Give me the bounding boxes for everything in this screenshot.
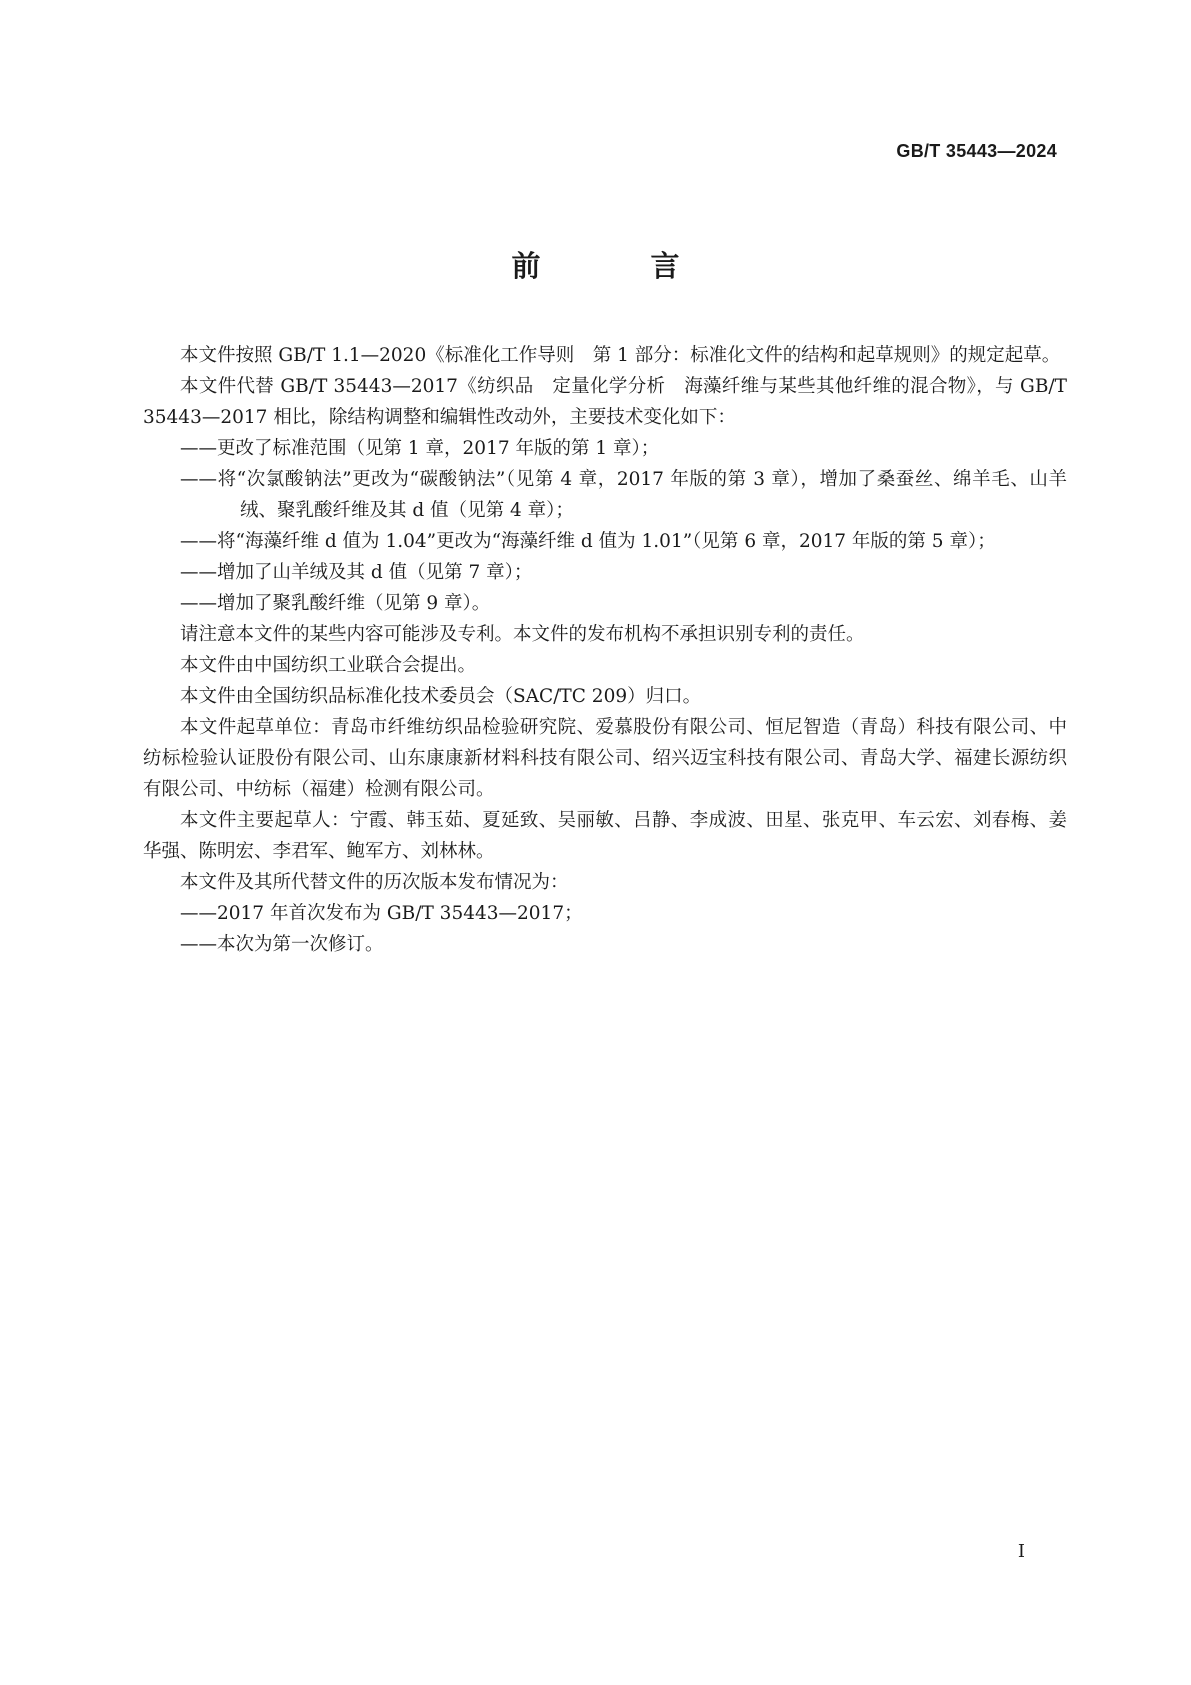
paragraph-replacement: 本文件代替 GB/T 35443—2017《纺织品 定量化学分析 海藻纤维与某些其他纤维的混合物》，与 GB/T 35443—2017 相比，除结构调整和编辑性改动外，主要技术变化如下： — [143, 376, 1067, 428]
paragraph-proposer: 本文件由中国纺织工业联合会提出。 — [180, 655, 477, 676]
change-item: ——更改了标准范围（见第 1 章，2017 年版的第 1 章）； — [180, 438, 660, 459]
change-item: ——增加了山羊绒及其 d 值（见第 7 章）； — [180, 562, 533, 583]
page-number: I — [1017, 1541, 1025, 1562]
change-item: ——将“海藻纤维 d 值为 1.04”更改为“海藻纤维 d 值为 1.01”（见第 6 章，2017 年版的第 5 章）； — [180, 531, 996, 552]
paragraph-drafters: 本文件主要起草人：宁霞、韩玉茹、夏延致、吴丽敏、吕静、李成波、田星、张克甲、车云宏、刘春梅、姜华强、陈明宏、李君军、鲍军方、刘林林。 — [143, 810, 1067, 862]
history-item: ——本次为第一次修订。 — [180, 934, 384, 955]
paragraph-centralized: 本文件由全国纺织品标准化技术委员会（SAC/TC 209）归口。 — [180, 686, 702, 707]
foreword-body — [143, 340, 1067, 960]
standard-number: GB/T 35443—2024 — [896, 141, 1057, 161]
page-title: 前 言 — [511, 249, 730, 283]
change-item: ——将“次氯酸钠法”更改为“碳酸钠法”（见第 4 章，2017 年版的第 3 章），增加了桑蚕丝、绵羊毛、山羊绒、聚乳酸纤维及其 d 值（见第 4 章）； — [180, 469, 1067, 521]
paragraph-basis: 本文件按照 GB/T 1.1—2020《标准化工作导则 第 1 部分：标准化文件的结构和起草规则》的规定起草。 — [180, 345, 1061, 366]
paragraph-history-intro: 本文件及其所代替文件的历次版本发布情况为： — [180, 872, 569, 893]
history-item: ——2017 年首次发布为 GB/T 35443—2017； — [180, 903, 583, 924]
change-item: ——增加了聚乳酸纤维（见第 9 章）。 — [180, 593, 491, 614]
paragraph-patent-notice: 请注意本文件的某些内容可能涉及专利。本文件的发布机构不承担识别专利的责任。 — [180, 624, 865, 645]
paragraph-drafting-units: 本文件起草单位：青岛市纤维纺织品检验研究院、爱慕股份有限公司、恒尼智造（青岛）科技有限公司、中纺标检验认证股份有限公司、山东康康新材料科技有限公司、绍兴迈宝科技有限公司、青岛大学、福建长源纺织有限公司、中纺标（福建）检测有限公司。 — [143, 717, 1067, 800]
